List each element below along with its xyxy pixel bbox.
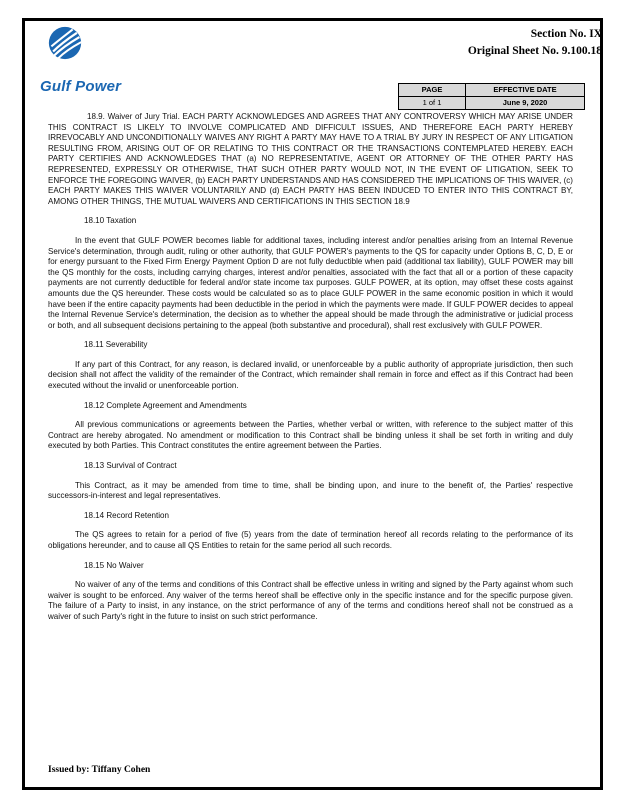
- section-18-10-text: In the event that GULF POWER becomes liable for additional taxes, including interest and/or penalties arising from an Internal Revenue Service's determination, through audit, ruling or other authority, that GULF POWER's payments to the QS for capacity under Options B, C, D, E or for energy pursuant to the Fixed Firm Energy Payment Option D are not fully deductible when paid (additional tax liability), GULF POWER may bill the QS monthly for the costs, including carrying charges, interest and/or penalties, associated with the fact that all or a portion of these capacity payments are not currently deductible for federal and/or state income tax purposes. GULF POWER, at its option, may offset these costs against amounts due the QS hereunder. These costs would be calculated so as to place GULF POWER in the same economic position in which it would have been if the entire capacity payments had been deductible in the period in which the payments were made. If GULF POWER decides to appeal the Internal Revenue Service's determination, the decision as to whether the appeal should be made through the administrative or judicial process or both, and all subsequent decisions pertaining to the appeal (both substantive and procedural), shall rest exclusively with GULF POWER.: [48, 235, 573, 330]
- effective-date-value: June 9, 2020: [466, 97, 585, 110]
- effective-date-label: EFFECTIVE DATE: [466, 84, 585, 97]
- company-logo: [26, 20, 136, 98]
- section-number: Section No. IX: [530, 28, 602, 40]
- section-18-12-heading: 18.12 Complete Agreement and Amendments: [84, 400, 247, 410]
- section-18-10-heading: 18.10 Taxation: [84, 216, 137, 226]
- document-body: [48, 112, 573, 623]
- section-18-14-heading: 18.14 Record Retention: [84, 510, 169, 520]
- page-label: PAGE: [399, 84, 466, 97]
- section-18-9-text: 18.9. Waiver of Jury Trial. EACH PARTY ACKNOWLEDGES AND AGREES THAT ANY CONTROVERSY WHICH MAY ARISE UNDER THIS CONTRACT IS LIKELY TO INVOLVE COMPLICATED AND DIFFICULT ISSUES, AND THEREFORE EACH PARTY HEREBY IRREVOCABLY AND UNCONDITIONALLY WAIVES ANY RIGHT A PARTY MAY HAVE TO A TRIAL BY JURY IN RESPECT OF ANY LITIGATION RESULTING FROM, ARISING OUT OF OR RELATING TO THIS CONTRACT OR THE TRANSACTIONS CONTEMPLATED HEREBY. EACH PARTY CERTIFIES AND ACKNOWLEDGES THAT (a) NO REPRESENTATIVE, AGENT OR ATTORNEY OF THE OTHER PARTY HAS REPRESENTED, EXPRESSLY OR OTHERWISE, THAT SUCH OTHER PARTY WOULD NOT, IN THE EVENT OF LITIGATION, SEEK TO ENFORCE THE FOREGOING WAIVER, (b) EACH PARTY UNDERSTANDS AND HAS CONSIDERED THE IMPLICATIONS OF THIS WAIVER, (c) EACH PARTY MAKES THIS WAIVER VOLUNTARILY AND (d) EACH PARTY HAS BEEN INDUCED TO ENTER INTO THIS CONTRACT BY, AMONG OTHER THINGS, THE MUTUAL WAIVERS AND CERTIFICATIONS IN THIS SECTION 18.9: [48, 112, 573, 206]
- gulf-power-logo-icon: [48, 26, 82, 60]
- page-info-table: [398, 83, 585, 110]
- sheet-number: Original Sheet No. 9.100.18: [467, 45, 602, 57]
- page-value: 1 of 1: [399, 97, 466, 110]
- section-18-11-heading: 18.11 Severability: [84, 340, 148, 350]
- section-18-15-heading: 18.15 No Waiver: [84, 560, 144, 570]
- company-name: Gulf Power: [40, 78, 122, 95]
- section-header: [468, 26, 602, 60]
- section-18-13-text: This Contract, as it may be amended from time to time, shall be binding upon, and inure to the benefit of, the Parties' respective successors-in-interest and legal representatives.: [48, 480, 573, 501]
- issued-by: Issued by: Tiffany Cohen: [48, 765, 151, 775]
- section-18-14-text: The QS agrees to retain for a period of five (5) years from the date of termination hereof all records relating to the performance of its obligations hereunder, and to cause all QS Entities to retain for the same period all such records.: [48, 530, 573, 550]
- section-18-15-text: No waiver of any of the terms and conditions of this Contract shall be effective unless in writing and signed by the Party against whom such waiver is sought to be enforced. Any waiver of the terms hereof shall be effective only in the specific instance and for the specific purpose given. The failure of a Party to insist, in any instance, on the strict performance of any of the terms and conditions hereof shall not be construed as a waiver of such Party's right in the future to insist on such strict performance.: [48, 580, 573, 621]
- section-18-13-heading: 18.13 Survival of Contract: [84, 461, 177, 471]
- section-18-11-text: If any part of this Contract, for any reason, is declared invalid, or unenforceable by a public authority of appropriate jurisdiction, then such decision shall not affect the validity of the remainder of the Contract, which remainder shall remain in force and effect as if this Contract had been executed without the invalid or unenforceable portion.: [48, 359, 573, 391]
- section-18-12-text: All previous communications or agreements between the Parties, whether verbal or written, with reference to the subject matter of this Contract are hereby abrogated. No amendment or modification to this Contract shall be binding unless it shall be set forth in writing and duly executed by both Parties. This Contract constitutes the entire agreement between the Parties.: [48, 420, 573, 451]
